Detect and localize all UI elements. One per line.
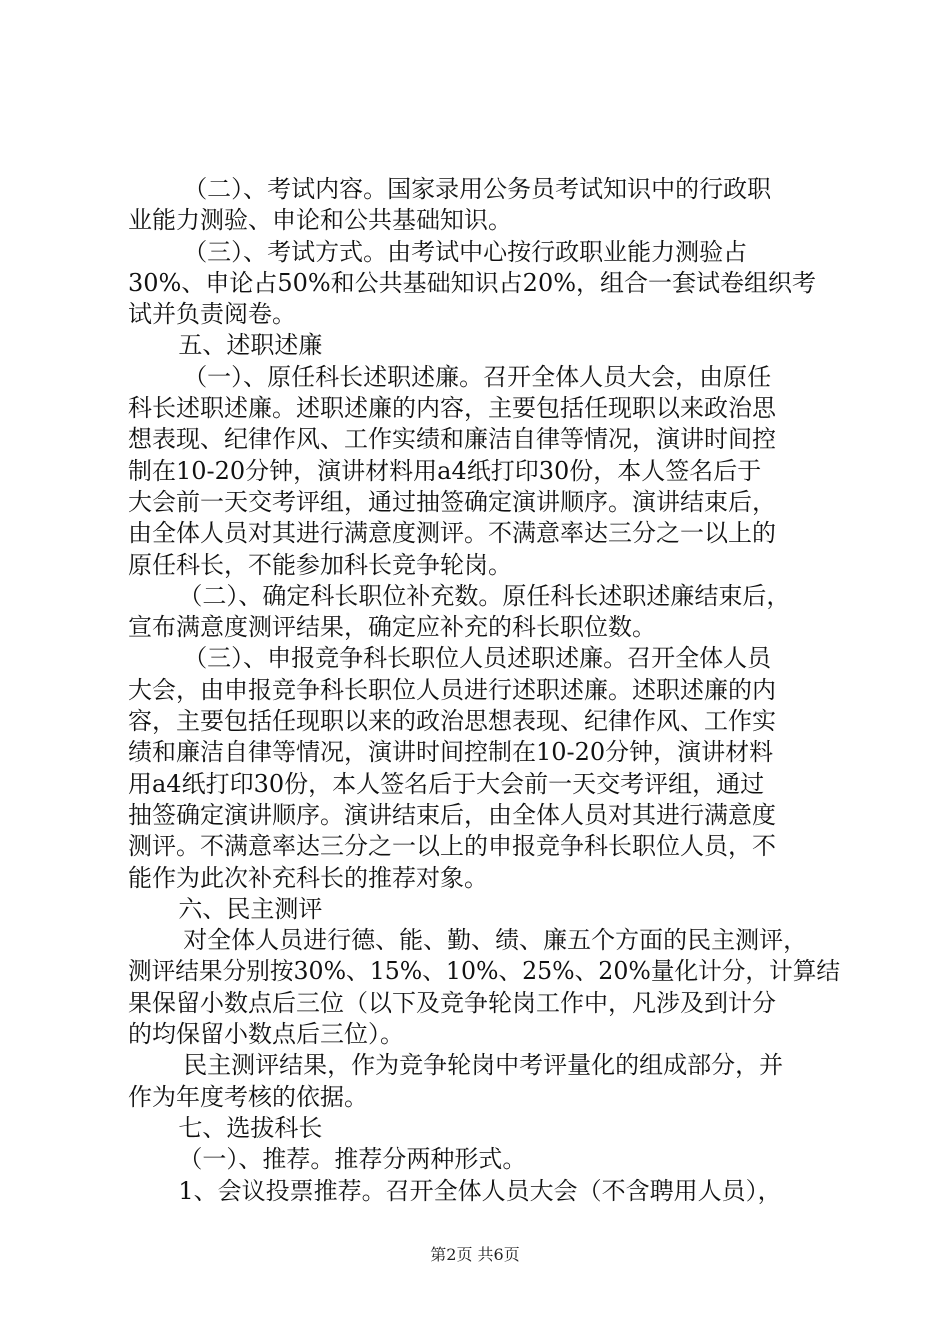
text-line: 六、民主测评 xyxy=(178,894,323,923)
text-line: 五、述职述廉 xyxy=(178,331,323,360)
text-line: 制在10-20分钟，演讲材料用a4纸打印30份，本人签名后于 xyxy=(128,456,762,485)
text-line: 测评结果分别按30%、15%、10%、25%、20%量化计分，计算结 xyxy=(128,957,840,986)
page-footer: 第2页 共6页 xyxy=(430,1245,520,1264)
text-line: 绩和廉洁自律等情况，演讲时间控制在10-20分钟，演讲材料 xyxy=(128,738,774,767)
text-line: 由全体人员对其进行满意度测评。不满意率达三分之一以上的 xyxy=(128,519,776,548)
text-line: 宣布满意度测评结果，确定应补充的科长职位数。 xyxy=(128,613,656,642)
text-line: 七、选拔科长 xyxy=(178,1113,323,1142)
text-line: 1、会议投票推荐。召开全体人员大会（不含聘用人员）， xyxy=(178,1176,782,1205)
text-line: 想表现、纪律作风、工作实绩和廉洁自律等情况，演讲时间控 xyxy=(128,425,776,454)
text-line: 大会前一天交考评组，通过抽签确定演讲顺序。演讲结束后， xyxy=(128,487,776,516)
text-line: 能作为此次补充科长的推荐对象。 xyxy=(128,863,488,892)
text-line: 抽签确定演讲顺序。演讲结束后，由全体人员对其进行满意度 xyxy=(128,800,776,829)
text-line: 原任科长，不能参加科长竞争轮岗。 xyxy=(128,550,512,579)
text-line: 的均保留小数点后三位）。 xyxy=(128,1020,404,1049)
text-line: （二）、考试内容。国家录用公务员考试知识中的行政职 xyxy=(183,175,772,203)
text-line: 作为年度考核的依据。 xyxy=(128,1082,368,1111)
text-line: 民主测评结果，作为竞争轮岗中考评量化的组成部分，并 xyxy=(183,1051,784,1080)
text-line: （三）、考试方式。由考试中心按行政职业能力测验占 xyxy=(183,237,748,266)
text-line: 果保留小数点后三位（以下及竞争轮岗工作中，凡涉及到计分 xyxy=(128,988,776,1017)
text-line: 用a4纸打印30份，本人签名后于大会前一天交考评组，通过 xyxy=(128,769,765,798)
text-line: （三）、申报竞争科长职位人员述职述廉。召开全体人员 xyxy=(183,644,772,673)
text-line: 科长述职述廉。述职述廉的内容，主要包括任现职以来政治思 xyxy=(128,394,776,423)
text-line: 30%、申论占50%和公共基础知识占20%，组合一套试卷组织考 xyxy=(128,268,817,297)
text-line: （一）、原任科长述职述廉。召开全体人员大会，由原任 xyxy=(183,362,772,391)
text-line: 容，主要包括任现职以来的政治思想表现、纪律作风、工作实 xyxy=(128,707,776,736)
text-line: （二）、确定科长职位补充数。原任科长述职述廉结束后， xyxy=(178,581,791,610)
text-line: 对全体人员进行德、能、勤、绩、廉五个方面的民主测评， xyxy=(183,926,808,955)
text-line: 大会，由申报竞争科长职位人员进行述职述廉。述职述廉的内 xyxy=(128,675,776,704)
document-body xyxy=(128,174,840,1207)
text-line: 测评。不满意率达三分之一以上的申报竞争科长职位人员，不 xyxy=(128,832,776,861)
text-line: 业能力测验、申论和公共基础知识。 xyxy=(128,206,512,235)
text-line: 试并负责阅卷。 xyxy=(128,300,296,329)
text-line: （一）、推荐。推荐分两种形式。 xyxy=(178,1145,527,1174)
